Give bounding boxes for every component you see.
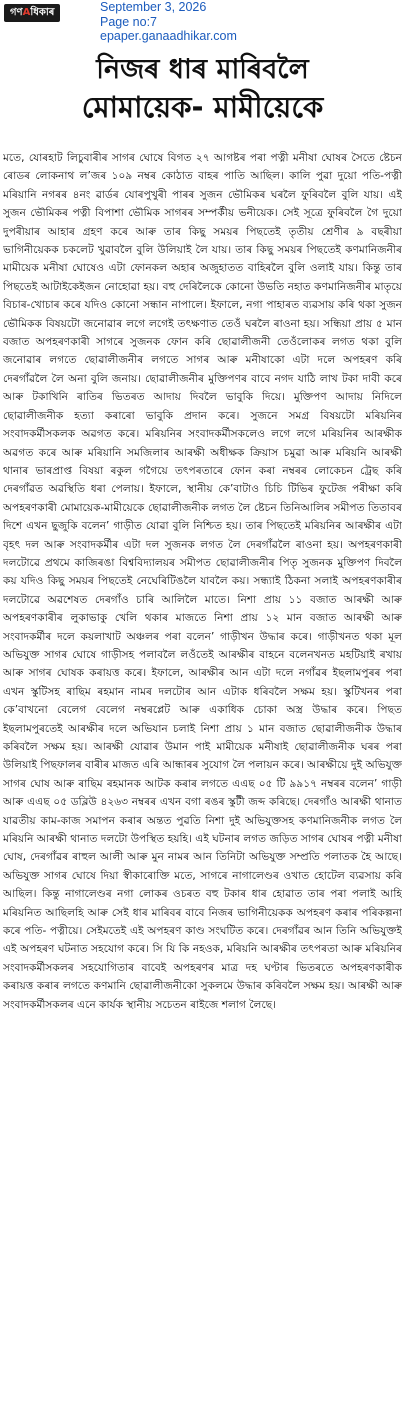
article-text: মতে, যোৰহাট লিচুবাৰীৰ সাগৰ ঘোষে বিগত ২৭ আগষ্টৰ পৰা পত্নী মনীষা ঘোষৰ সৈতে ষ্টেচন ৰোডৰ লোকনাথ ল’জৰ ১০৯ নম্বৰ কোঠাত বাহৰ পাতি আছিল। কালি পুৱা দুয়ো পতি-পত্নী মৰিয়ানি নগৰৰ ৪নং ৱাৰ্ডৰ যোৰপুখুৰী পাৰৰ সুজন ভৌমিকৰ ঘৰলৈ ফুৰিবলৈ বুলি যায়। এই সুজন ভৌমিকৰ পত্নী বিপাশা ভৌমিক সাগৰৰ সম্পৰ্কীয় ভনীয়েক। সেই সূত্ৰে ফুৰিবলৈ গৈ দুয়ো দুপৰীয়াৰ আহাৰ গ্ৰহণ কৰে আৰু তাৰ কিছু সময়ৰ পিছতেই তৃতীয় শ্ৰেণীৰ ৯ বছৰীয়া ভাগিনীয়েকক চকলেট খুৱাবলৈ বুলি উলিয়াই লৈ যায়। তাৰ কিছু সময়ৰ পিছতেই কণমানিজনীৰ মামীয়েক মনীষা ঘোষেও এটা ফোনকল অহাৰ অজুহাতত বাহিৰলৈ বুলি ওলাই যায়। কিন্তু তাৰ পিছতেই আটাইকেইজন নোহোৱা হয়। বহু দেৰিলৈকে কোনো উভতি নহাত কণমানিজনীৰ মাতৃয়ে বিচাৰ-খোচাৰ কৰে যদিও কোনো সন্ধান নাপালে। ইফালে, নগা পাহাৰত ব্যৱসায় কৰি থকা সুজন ভৌমিকক বিষয়টো জনোৱাৰ লগে লগেই তৎক্ষণাত তেওঁ ঘৰলৈ ৰাওনা হয়। সন্ধিয়া প্ৰায় ৫ মান বজাত অপহৰণকাৰী সাগৰে সুজনক ফোন কৰি ছোৱালীজনী তেওঁলোকৰ লগত থকা বুলি জনোৱাৰ লগতে ছোৱালীজনীৰ লগতে সাগৰ আৰু মনীষাকো এটা দলে অপহৰণ কৰি দেৰগাঁৱলৈ লৈ অনা বুলি জনায়। ছোৱালীজনীৰ মুক্তিপণৰ বাবে নগদ যাঠি লাখ টকা দাবী কৰে আৰু টকাখিনি ৰাতিৰ ভিতৰত আদায় দিবলৈ ভাবুকি দিয়ে। মুক্তিপণ আদায় নিদিলে ছোৱালীজনীক হত্যা কৰাৰো ভাবুকি প্ৰদান কৰে। সুজনে সমগ্ৰ বিষয়টো মৰিয়নিৰ সংবাদকৰ্মীসকলক অৱগত কৰে। মৰিয়নিৰ সংবাদকৰ্মীসকলেও লগে লগে মৰিয়নিৰ আৰক্ষীক অৱগত কৰে আৰু মৰিয়ানি সমজিলাৰ আৰক্ষী অধীক্ষক ক্ৰিয়াস চমুৱা আৰু মৰিয়নি আৰক্ষী থানাৰ ভাৰপ্ৰাপ্ত বিষয়া ৰকুল গগৈয়ে তৎপৰতাৰে ফোন কৰা নম্বৰৰ লোকেচন ট্ৰেছ কৰি দেৰগাঁৱত অৱস্থিতি ধৰা পেলায়। ইফালে, স্থানীয় কে’বাটাও চিচি টিভিৰ ফুটেজ পৰীক্ষা কৰি অপহৰণকাৰী মোমায়েক-মামীয়েকে ছোৱালীজনীক লগত লৈ ষ্টেচন তিনিআলিৰ সমীপত তিতাবৰ দিশে এখন ছুজুকি বলেন’ গাড়ীত যোৱা বুলি নিশ্চিত হয়। তাৰ পিছতেই মৰিয়নিৰ আৰক্ষীৰ এটা বৃহৎ দল আৰু সংবাদকৰ্মীৰ এটা দল সুজনক লগত লৈ দেৰগাঁৱলৈ ৰাওনা হয়। অপহৰণকাৰী দলটোৱে প্ৰথমে কাজিৰঙা বিশ্ববিদ্যালয়ৰ সমীপত ছোৱালীজনীৰ পিতৃ সুজনক মুক্তিপণ দিবলৈ কয় যদিও কিছু সময়ৰ পিছতেই নেঘেৰিটিঙলৈ যাবলৈ কয়। সন্ধ্যাই ঠিকনা সলাই অপহৰণকাৰীৰ দলটোৱে অৱশেষত দেৰগাঁও চাৰি আলিলৈ মাতে। নিশা প্ৰায় ১১ বজাত আৰক্ষী আৰু অপহৰণকাৰীৰ লুকাভাকু খেলি থকাৰ মাজতে নিশা প্ৰায় ১২ মান বজাত আৰক্ষী আৰু সংবাদকৰ্মীৰ দলে কয়লাখাট অঞ্চলৰ পৰা বলেন’ গাড়ীখন উদ্ধাৰ কৰে। গাড়ীখনত থকা মূল অভিযুক্ত সাগৰ ঘোষে গাড়ীসহ পলাবলৈ লওঁতেই আৰক্ষীৰ বাহনে বলেনখনত মহটিয়াই ৰখায় আৰু সাগৰ ঘোষক কৰায়ত্ত কৰে। ইফালে, আৰক্ষীৰ আন এটা দলে নগাঁৱৰ ইছলামপুৰৰ পৰা এখন স্কুটিসহ ৰাছিম ৰহমান নামৰ দলটোৰ আন এটাক ধৰিবলৈ সক্ষম হয়। স্কুটিখনৰ পৰা কে’বাখনো বেলেগ বেলেগ নম্বৰপ্লেট আৰু একাধিক চোকা অস্ত্ৰ উদ্ধাৰ কৰে। পিছত ইছলামপুৰতেই আৰক্ষীৰ দলে অভিযান চলাই নিশা প্ৰায় ১ মান বজাত ছোৱালীজনীক উদ্ধাৰ কৰিবলৈ সক্ষম হয়। আৰক্ষী যোৱাৰ উমান পাই মামীয়েক মনীষাই ছোৱালীজনীক ঘৰৰ পৰা উলিয়াই পিছফালৰ বাৰীৰ মাজত এৰি আন্ধাৰৰ সুযোগ লৈ পলায়ন কৰে। আৰক্ষীয়ে দুই অভিযুক্ত সাগৰ ঘোষ আৰু ৰাছিম ৰহমানক আটক কৰাৰ লগতে এএছ ০৫ টি ৯৯১৭ নম্বৰৰ বলেন’ গাড়ী আৰু এএছ ০৫ ডব্লিউ ৪২৬৩ নম্বৰৰ এখন বগা ৰঙৰ স্কুটী জব্দ কৰিছে। দেৰগাঁও আৰক্ষী থানাত যাৱতীয় কাম-কাজ সমাপন কৰাৰ অন্তত পুৱতি নিশা দুই অভিযুক্তসহ কণমানিজনীক লগত লৈ মৰিয়নি আৰক্ষী থানাত দলটো উপস্থিত হয়হি। এই ঘটনাৰ লগত জড়িত সাগৰ ঘোষৰ পত্নী মনীষা ঘোষ, দেৰগাঁৱৰ ৰাহুল আলী আৰু মুন নামৰ আন তিনিটা অভিযুক্ত সম্প্ৰতি পলাতক হৈ আছে। অভিযুক্ত সাগৰ ঘোষে দিয়া স্বীকাৰোক্তি মতে, সাগৰে নাগালেণ্ডৰ ওখাত হোটেল ব্যৱসায় কৰি আছিল। কিন্তু নাগালেণ্ডৰ নগা লোকৰ ওচৰত বহু টকাৰ ধাৰ হোৱাত তাৰ পৰা পলাই আহি মৰিয়নিত আছিলহি আৰু সেই ধাৰ মাৰিবৰ বাবে নিজৰ ভাগিনীয়েকক অপহৰণ কৰাৰ পৰিকল্পনা কৰে পতি- পত্নীয়ে। সেইমতেই এই অপহৰণ কাণ্ড সংঘটিত কৰে। দেৰগাঁৱৰ আন তিনি অভিযুক্তই এই অপহৰণ ঘটনাত সহযোগ কৰে। সি যি কি নহওক, মৰিয়নি আৰক্ষীৰ তৎপৰতা আৰু মৰিয়নিৰ সংবাদকৰ্মীসকলৰ সহযোগিতাৰ বাবেই অপহৰণৰ মাত্ৰ দহ ঘণ্টাৰ ভিতৰতে অপহৰণকাৰীক কৰায়ত্ত কৰাৰ লগতে কণমানি ছোৱালীজনীকো সুকলমে উদ্ধাৰ কৰিবলৈ সক্ষম হয়। আৰক্ষী আৰু সংবাদকৰ্মীসকলৰ এনে কাৰ্যক স্থানীয় সচেতন ৰাইজে শলাগ লৈছে। <box>3 152 402 1011</box>
newspaper-logo <box>4 4 60 22</box>
headline-line-1: নিজৰ ধাৰ মাৰিবলৈ <box>96 54 309 85</box>
masthead <box>0 0 405 50</box>
site-url[interactable]: epaper.ganaadhikar.com <box>100 29 237 43</box>
headline-line-2: মোমায়েক- মামীয়েকে <box>81 90 324 124</box>
page-number: Page no:7 <box>100 14 157 29</box>
logo-text-right: ধিকাৰ <box>30 7 55 18</box>
article-body <box>3 149 402 1409</box>
logo-text-left: গণ <box>10 7 23 18</box>
headline <box>0 51 405 127</box>
edition-meta <box>100 0 237 44</box>
publish-date: September 3, 2026 <box>100 0 207 14</box>
logo-text-accent: A <box>22 7 31 18</box>
